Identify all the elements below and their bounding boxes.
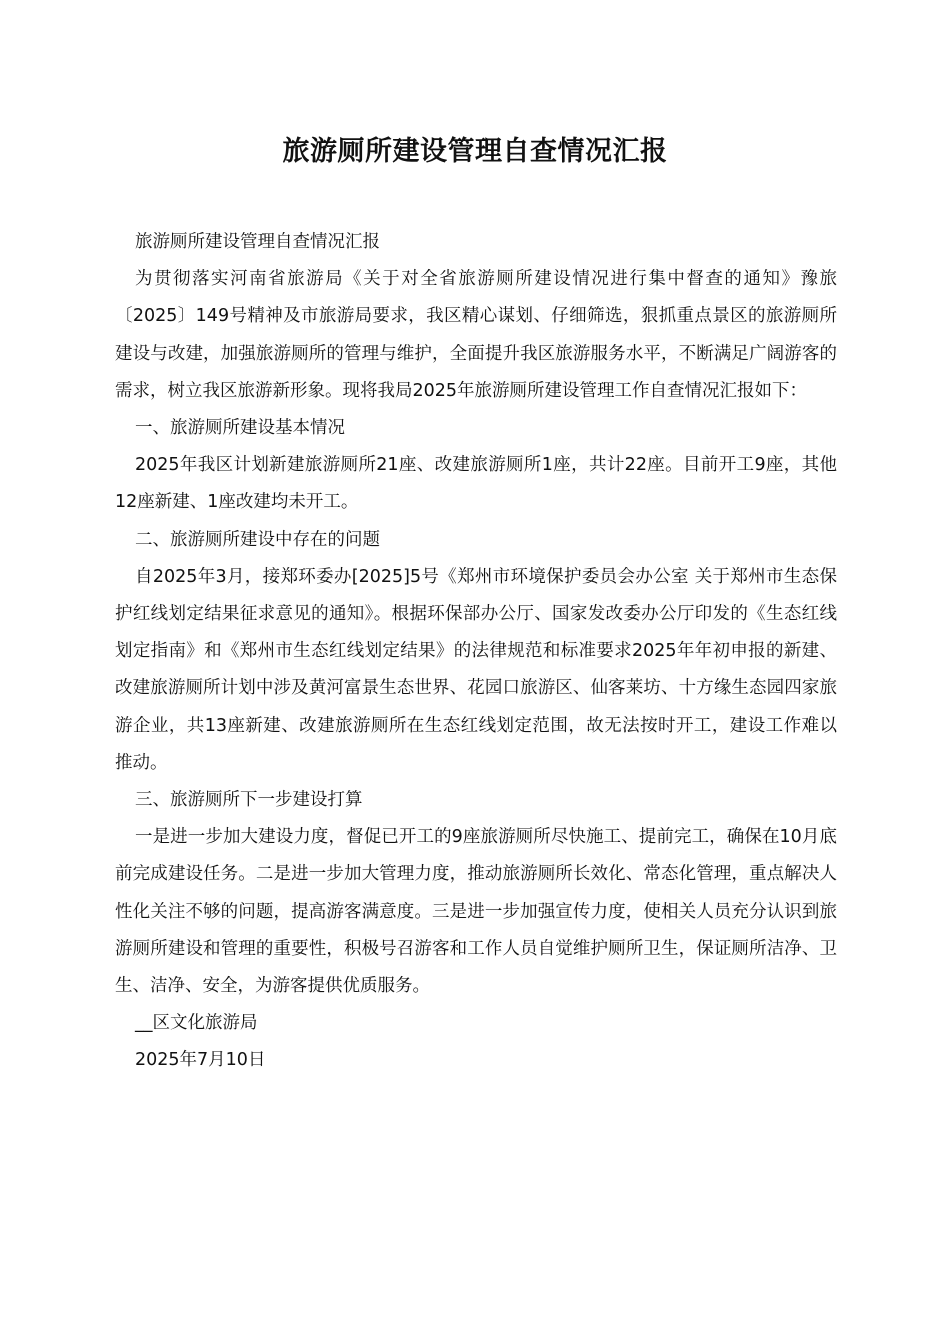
paragraph-intro: 为贯彻落实河南省旅游局《关于对全省旅游厕所建设情况进行集中督查的通知》豫旅〔2025〕149号精神及市旅游局要求，我区精心谋划、仔细筛选，狠抓重点景区的旅游厕所建设与改建，加强旅游厕所的管理与维护，全面提升我区旅游服务水平，不断满足广阔游客的需求，树立我区旅游新形象。现将我局2025年旅游厕所建设管理工作自查情况汇报如下：: [115, 269, 837, 401]
paragraph-basic-situation: 2025年我区计划新建旅游厕所21座、改建旅游厕所1座，共计22座。目前开工9座，其他12座新建、1座改建均未开工。: [115, 455, 837, 513]
section-heading-2: 二、旅游厕所建设中存在的问题: [135, 529, 380, 550]
paragraph-subtitle: 旅游厕所建设管理自查情况汇报: [135, 232, 380, 252]
signature-date: 2025年7月10日: [135, 1050, 266, 1071]
document-title: 旅游厕所建设管理自查情况汇报: [282, 136, 668, 167]
section-heading-3: 三、旅游厕所下一步建设打算: [135, 790, 363, 811]
paragraph-next-steps: 一是进一步加大建设力度，督促已开工的9座旅游厕所尽快施工、提前完工，确保在10月底前完成建设任务。二是进一步加大管理力度，推动旅游厕所长效化、常态化管理，重点解决人性化关注不够的问题，提高游客满意度。三是进一步加强宣传力度，使相关人员充分认识到旅游厕所建设和管理的重要性，积极号召游客和工作人员自觉维护厕所卫生，保证厕所洁净、卫生、洁净、安全，为游客提供优质服务。: [115, 827, 837, 997]
paragraph-problems: 自2025年3月，接郑环委办[2025]5号《郑州市环境保护委员会办公室 关于郑州市生态保护红线划定结果征求意见的通知》。根据环保部办公厅、国家发改委办公厅印发的《生态红线划定指南》和《郑州市生态红线划定结果》的法律规范和标准要求2025年年初申报的新建、改建旅游厕所计划中涉及黄河富景生态世界、花园口旅游区、仙客莱坊、十方缘生态园四家旅游企业，共13座新建、改建旅游厕所在生态红线划定范围，故无法按时开工，建设工作难以推动。: [115, 566, 837, 773]
signature-organization: __区文化旅游局: [135, 1013, 258, 1034]
document-body: [115, 224, 837, 1080]
section-heading-1: 一、旅游厕所建设基本情况: [135, 418, 345, 439]
